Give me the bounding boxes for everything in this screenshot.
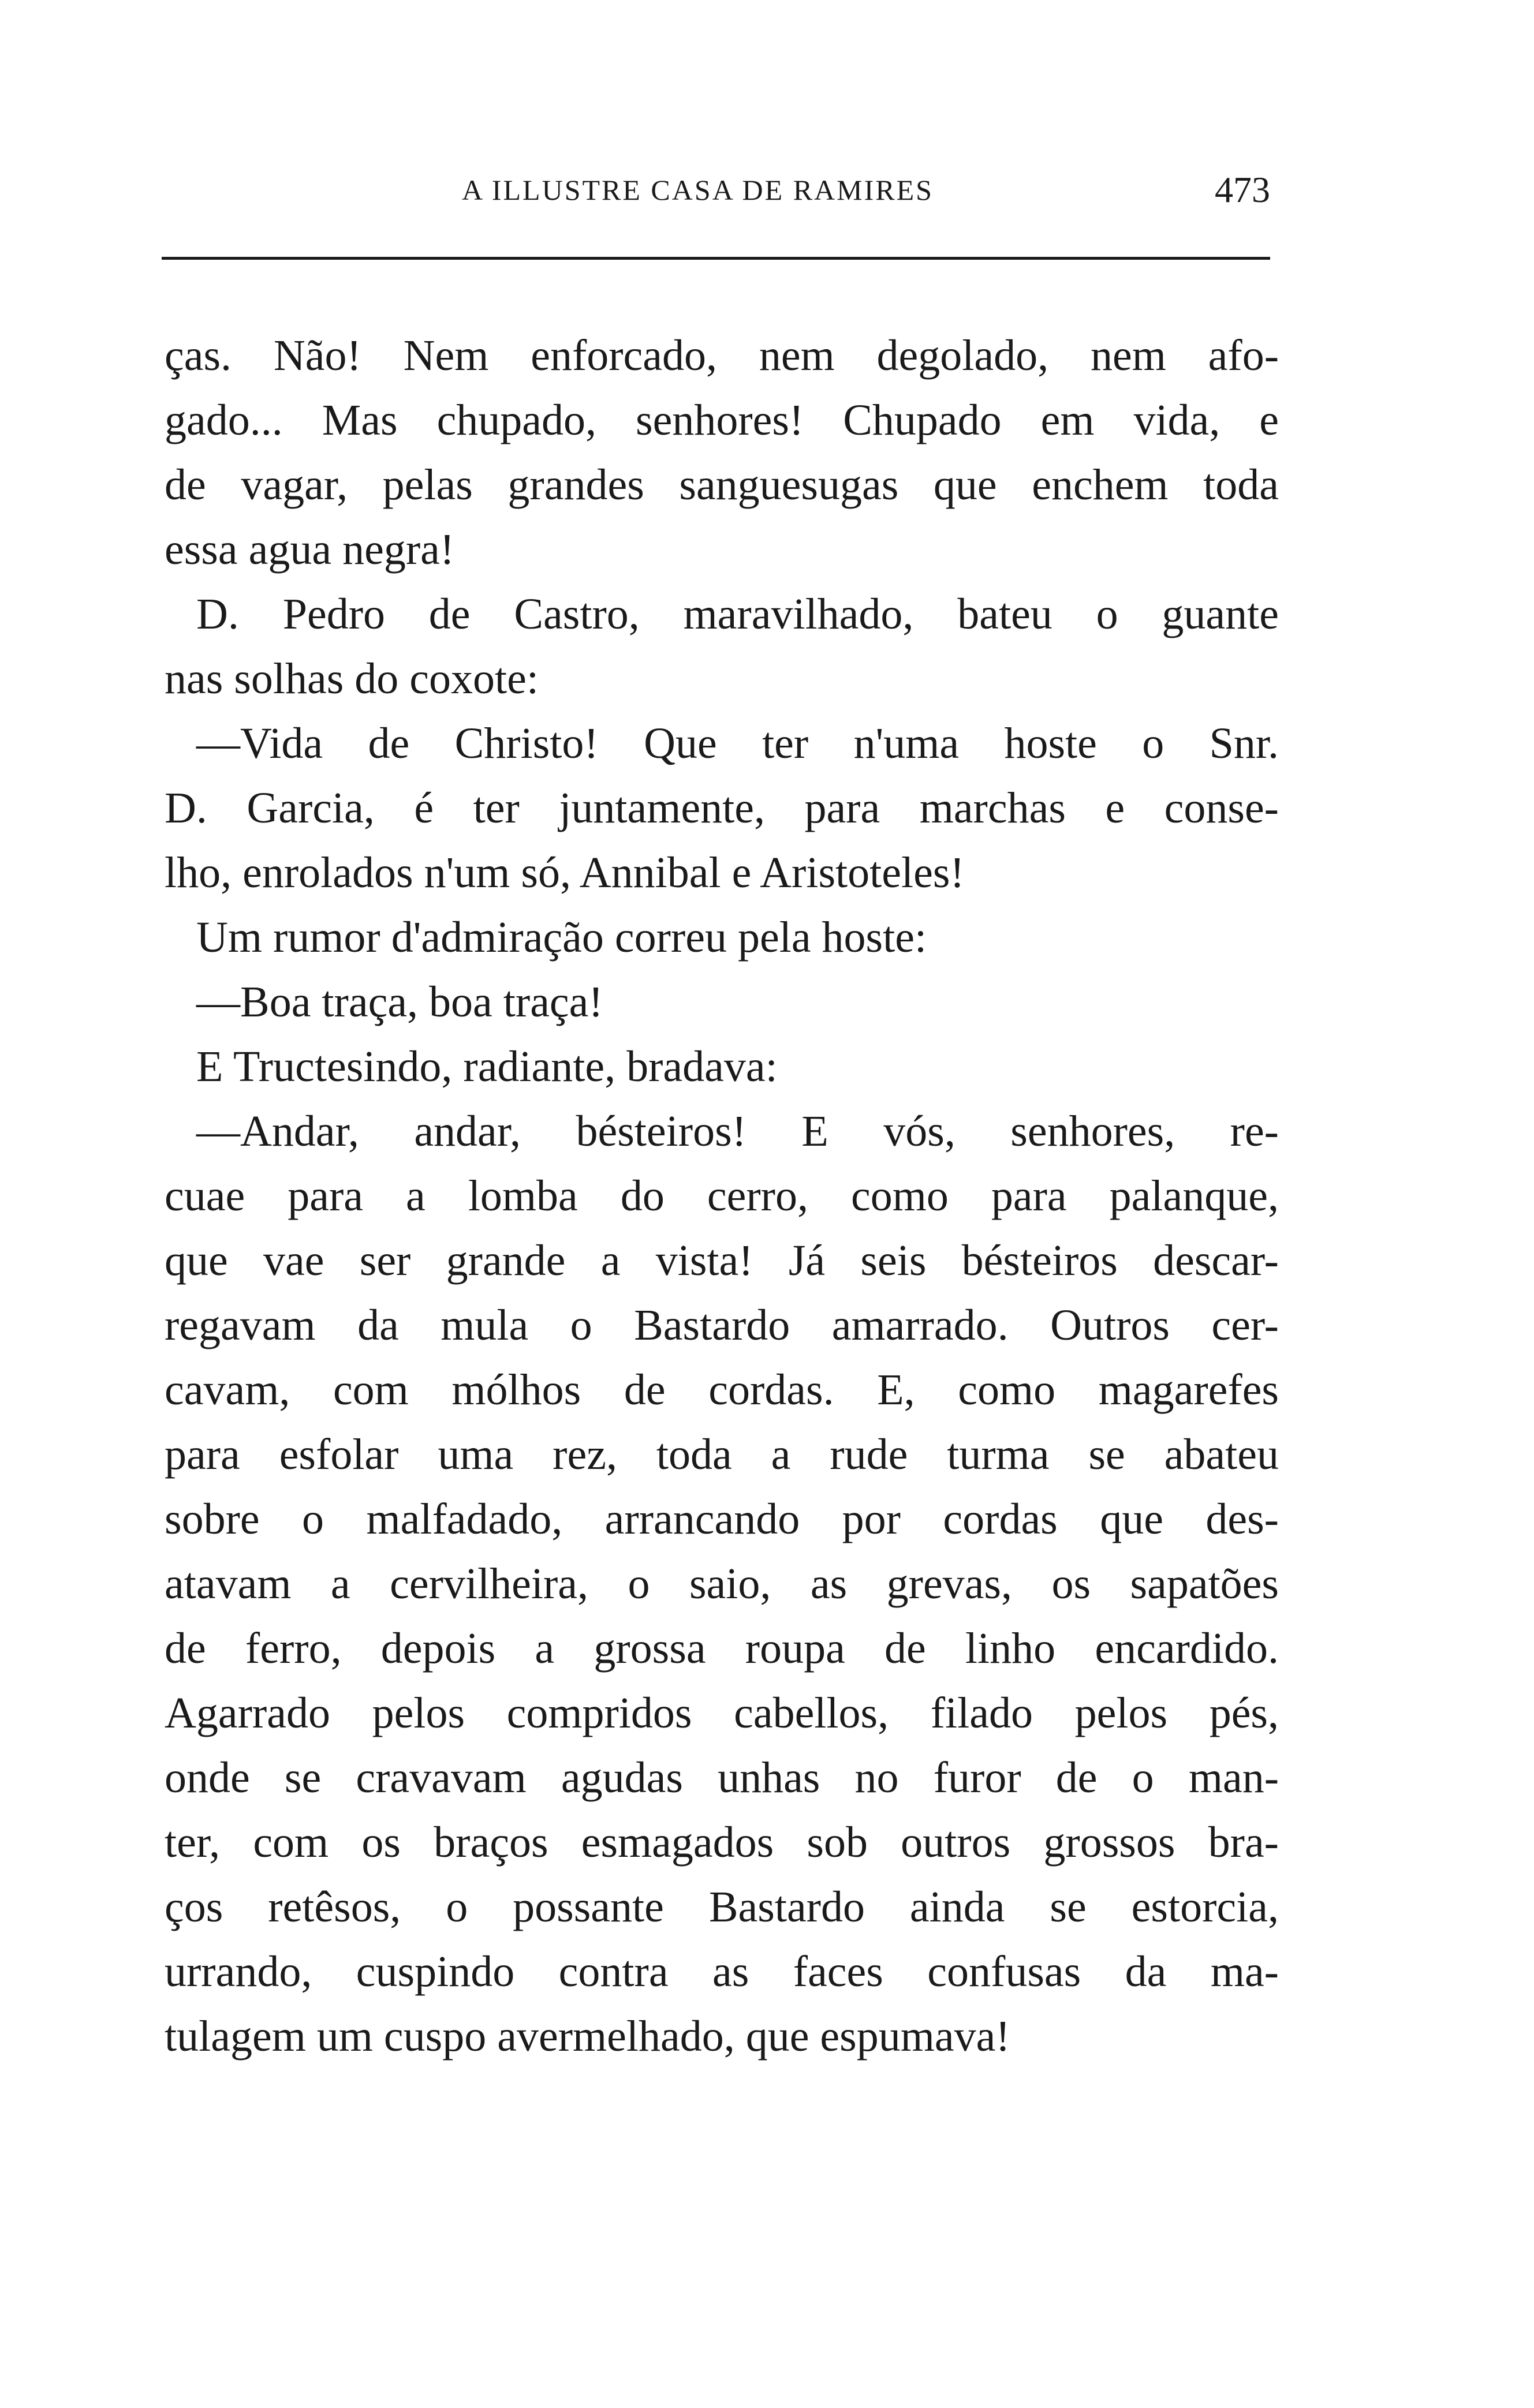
text-line: cavam, com mólhos de cordas. E, como magarefes bbox=[165, 1366, 1279, 1414]
text-line: regavam da mula o Bastardo amarrado. Outros cer- bbox=[165, 1301, 1279, 1349]
text-line: nas solhas do coxote: bbox=[165, 655, 539, 703]
text-line: D. Garcia, é ter juntamente, para marchas e conse- bbox=[165, 784, 1279, 832]
header-rule bbox=[162, 257, 1270, 260]
text-line: para esfolar uma rez, toda a rude turma se abateu bbox=[165, 1430, 1279, 1479]
text-line: Agarrado pelos compridos cabellos, filado pelos pés, bbox=[165, 1689, 1279, 1737]
text-line: atavam a cervilheira, o saio, as grevas, os sapatões bbox=[165, 1560, 1279, 1608]
page-header bbox=[162, 169, 1270, 225]
text-line: de ferro, depois a grossa roupa de linho encardido. bbox=[165, 1624, 1279, 1673]
text-line: ços retêsos, o possante Bastardo ainda se estorcia, bbox=[165, 1883, 1279, 1931]
text-line: Um rumor d'admiração correu pela hoste: bbox=[196, 913, 927, 962]
text-line: E Tructesindo, radiante, bradava: bbox=[196, 1042, 778, 1091]
text-line: D. Pedro de Castro, maravilhado, bateu o guante bbox=[196, 590, 1279, 638]
text-line: onde se cravavam agudas unhas no furor de o man- bbox=[165, 1753, 1279, 1802]
text-line: —Andar, andar, bésteiros! E vós, senhores, re- bbox=[196, 1107, 1279, 1156]
text-line: —Vida de Christo! Que ter n'uma hoste o Snr. bbox=[196, 719, 1279, 768]
running-title: A ILLUSTRE CASA DE RAMIRES bbox=[462, 174, 934, 206]
text-line: ter, com os braços esmagados sob outros grossos bra- bbox=[165, 1818, 1279, 1867]
text-line: essa agua negra! bbox=[165, 525, 455, 574]
text-line: sobre o malfadado, arrancando por cordas que des- bbox=[165, 1495, 1279, 1543]
text-line: que vae ser grande a vista! Já seis bésteiros descar- bbox=[165, 1236, 1279, 1285]
text-line: cuae para a lomba do cerro, como para palanque, bbox=[165, 1172, 1279, 1220]
page-number: 473 bbox=[1215, 169, 1270, 210]
text-line: urrando, cuspindo contra as faces confusas da ma- bbox=[165, 1947, 1279, 1996]
text-line: lho, enrolados n'um só, Annibal e Aristoteles! bbox=[165, 848, 965, 897]
text-line: gado... Mas chupado, senhores! Chupado em vida, e bbox=[165, 396, 1279, 444]
text-line: —Boa traça, boa traça! bbox=[196, 978, 603, 1026]
text-line: ças. Não! Nem enforcado, nem degolado, nem afo- bbox=[165, 331, 1279, 380]
body-text bbox=[165, 323, 1279, 2069]
text-line: tulagem um cuspo avermelhado, que espumava! bbox=[165, 2012, 1010, 2061]
text-line: de vagar, pelas grandes sanguesugas que enchem toda bbox=[165, 461, 1279, 509]
